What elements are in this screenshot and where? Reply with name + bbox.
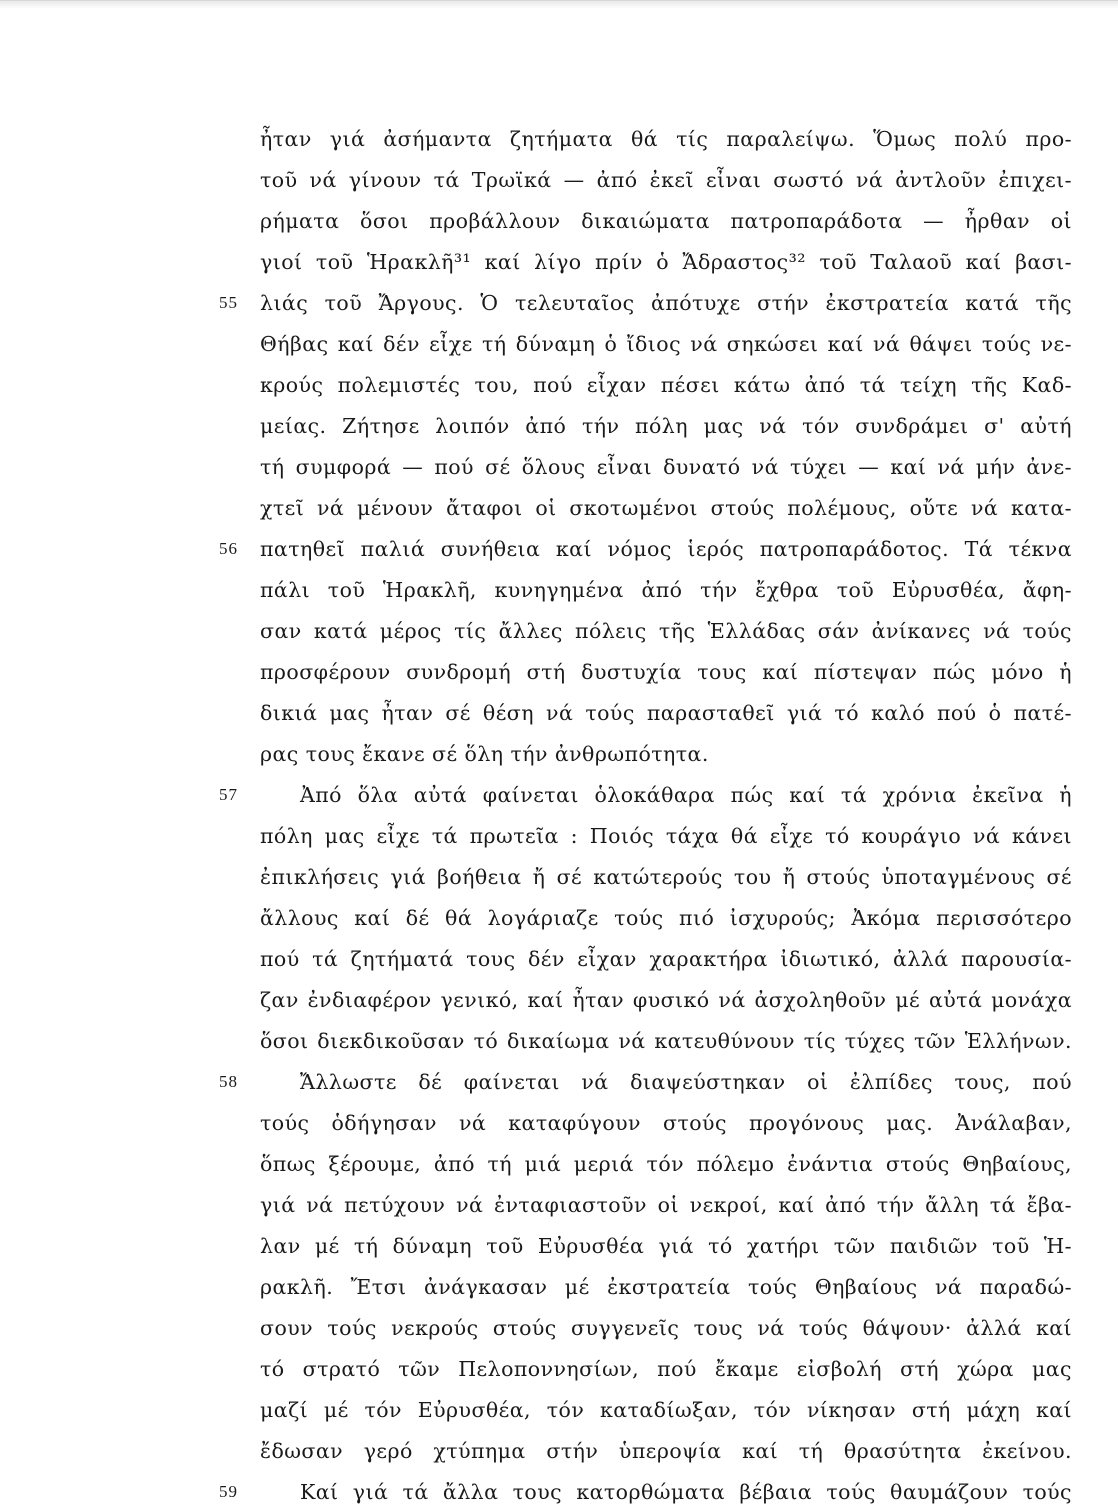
text-line: ἐπικλήσεις γιά βοήθεια ἤ σέ κατώτερούς του ἤ στούς ὑποταγμένους σέ: [260, 865, 1072, 889]
text-line: ρήματα ὅσοι προβάλλουν δικαιώματα πατροπαράδοτα — ἦρθαν οἱ: [260, 209, 1072, 233]
margin-paragraph-number: 56: [219, 539, 238, 558]
text-line: πάλι τοῦ Ἡρακλῆ, κυνηγημένα ἀπό τήν ἔχθρα τοῦ Εὐρυσθέα, ἄφη-: [260, 578, 1072, 602]
text-line: κρούς πολεμιστές του, πού εἶχαν πέσει κάτω ἀπό τά τείχη τῆς Καδ-: [260, 373, 1072, 397]
text-line: πόλη μας εἶχε τά πρωτεῖα : Ποιός τάχα θά εἶχε τό κουράγιο νά κάνει: [260, 824, 1072, 848]
text-line: Θήβας καί δέν εἶχε τή δύναμη ὁ ἴδιος νά σηκώσει καί νά θάψει τούς νε-: [260, 332, 1072, 356]
text-line: γιά νά πετύχουν νά ἐνταφιαστοῦν οἱ νεκροί, καί ἀπό τήν ἄλλη τά ἔβα-: [260, 1193, 1072, 1217]
text-line: Καί γιά τά ἄλλα τους κατορθώματα βέβαια τούς θαυμάζουν τούς: [300, 1480, 1072, 1504]
text-line: λαν μέ τή δύναμη τοῦ Εὐρυσθέα γιά τό χατήρι τῶν παιδιῶν τοῦ Ἡ-: [260, 1234, 1072, 1258]
text-line: ἦταν γιά ἀσήμαντα ζητήματα θά τίς παραλείψω. Ὅμως πολύ προ-: [260, 127, 1072, 151]
text-line: ὅπως ξέρουμε, ἀπό τή μιά μεριά τόν πόλεμο ἐνάντια στούς Θηβαίους,: [260, 1152, 1072, 1176]
text-line: ἄλλους καί δέ θά λογάριαζε τούς πιό ἰσχυρούς; Ἀκόμα περισσότερο: [260, 906, 1072, 930]
text-line: μείας. Ζήτησε λοιπόν ἀπό τήν πόλη μας νά τόν συνδράμει σ' αὐτή: [260, 414, 1072, 438]
text-line: λιάς τοῦ Ἄργους. Ὁ τελευταῖος ἀπότυχε στήν ἐκστρατεία κατά τῆς: [260, 291, 1072, 315]
text-line: γιοί τοῦ Ἡρακλῆ³¹ καί λίγο πρίν ὁ Ἄδραστος³² τοῦ Ταλαοῦ καί βασι-: [260, 250, 1072, 274]
text-line: τή συμφορά — πού σέ ὅλους εἶναι δυνατό νά τύχει — καί νά μήν ἀνε-: [260, 455, 1072, 479]
text-line: πού τά ζητήματά τους δέν εἶχαν χαρακτήρα ἰδιωτικό, ἀλλά παρουσία-: [260, 947, 1072, 971]
margin-paragraph-number: 59: [219, 1482, 238, 1501]
text-line: μαζί μέ τόν Εὐρυσθέα, τόν καταδίωξαν, τόν νίκησαν στή μάχη καί: [260, 1398, 1072, 1422]
text-line: τοῦ νά γίνουν τά Τρωϊκά — ἀπό ἐκεῖ εἶναι σωστό νά ἀντλοῦν ἐπιχει-: [260, 168, 1072, 192]
margin-paragraph-number: 57: [219, 785, 238, 804]
text-line: ζαν ἐνδιαφέρον γενικό, καί ἦταν φυσικό νά ἀσχοληθοῦν μέ αὐτά μονάχα: [260, 988, 1072, 1012]
text-line: ἔδωσαν γερό χτύπημα στήν ὑπεροψία καί τή θρασύτητα ἐκείνου.: [260, 1439, 1072, 1463]
text-line: Ἄλλωστε δέ φαίνεται νά διαψεύστηκαν οἱ ἐλπίδες τους, πού: [300, 1070, 1072, 1094]
margin-paragraph-number: 58: [219, 1072, 238, 1091]
text-line: ρακλῆ. Ἔτσι ἀνάγκασαν μέ ἐκστρατεία τούς Θηβαίους νά παραδώ-: [260, 1275, 1072, 1299]
text-line: ρας τους ἔκανε σέ ὅλη τήν ἀνθρωπότητα.: [260, 742, 709, 766]
text-line: δικιά μας ἦταν σέ θέση νά τούς παρασταθεῖ γιά τό καλό πού ὁ πατέ-: [260, 701, 1072, 725]
text-line: τούς ὁδήγησαν νά καταφύγουν στούς προγόνους μας. Ἀνάλαβαν,: [260, 1111, 1072, 1135]
margin-paragraph-number: 55: [219, 293, 238, 312]
text-line: σαν κατά μέρος τίς ἄλλες πόλεις τῆς Ἑλλάδας σάν ἀνίκανες νά τούς: [260, 619, 1072, 643]
text-line: χτεῖ νά μένουν ἄταφοι οἱ σκοτωμένοι στούς πολέμους, οὔτε νά κατα-: [260, 496, 1072, 520]
text-line: ὅσοι διεκδικοῦσαν τό δικαίωμα νά κατευθύνουν τίς τύχες τῶν Ἑλλήνων.: [260, 1029, 1072, 1053]
text-line: τό στρατό τῶν Πελοποννησίων, πού ἔκαμε εἰσβολή στή χώρα μας: [260, 1357, 1072, 1381]
text-line: σουν τούς νεκρούς στούς συγγενεῖς τους νά τούς θάψουν· ἀλλά καί: [260, 1316, 1072, 1340]
text-line: Ἀπό ὅλα αὐτά φαίνεται ὁλοκάθαρα πώς καί τά χρόνια ἐκεῖνα ἡ: [300, 783, 1072, 807]
text-line: προσφέρουν συνδρομή στή δυστυχία τους καί πίστεψαν πώς μόνο ἡ: [260, 660, 1072, 684]
text-line: πατηθεῖ παλιά συνήθεια καί νόμος ἱερός πατροπαράδοτος. Τά τέκνα: [260, 537, 1072, 561]
